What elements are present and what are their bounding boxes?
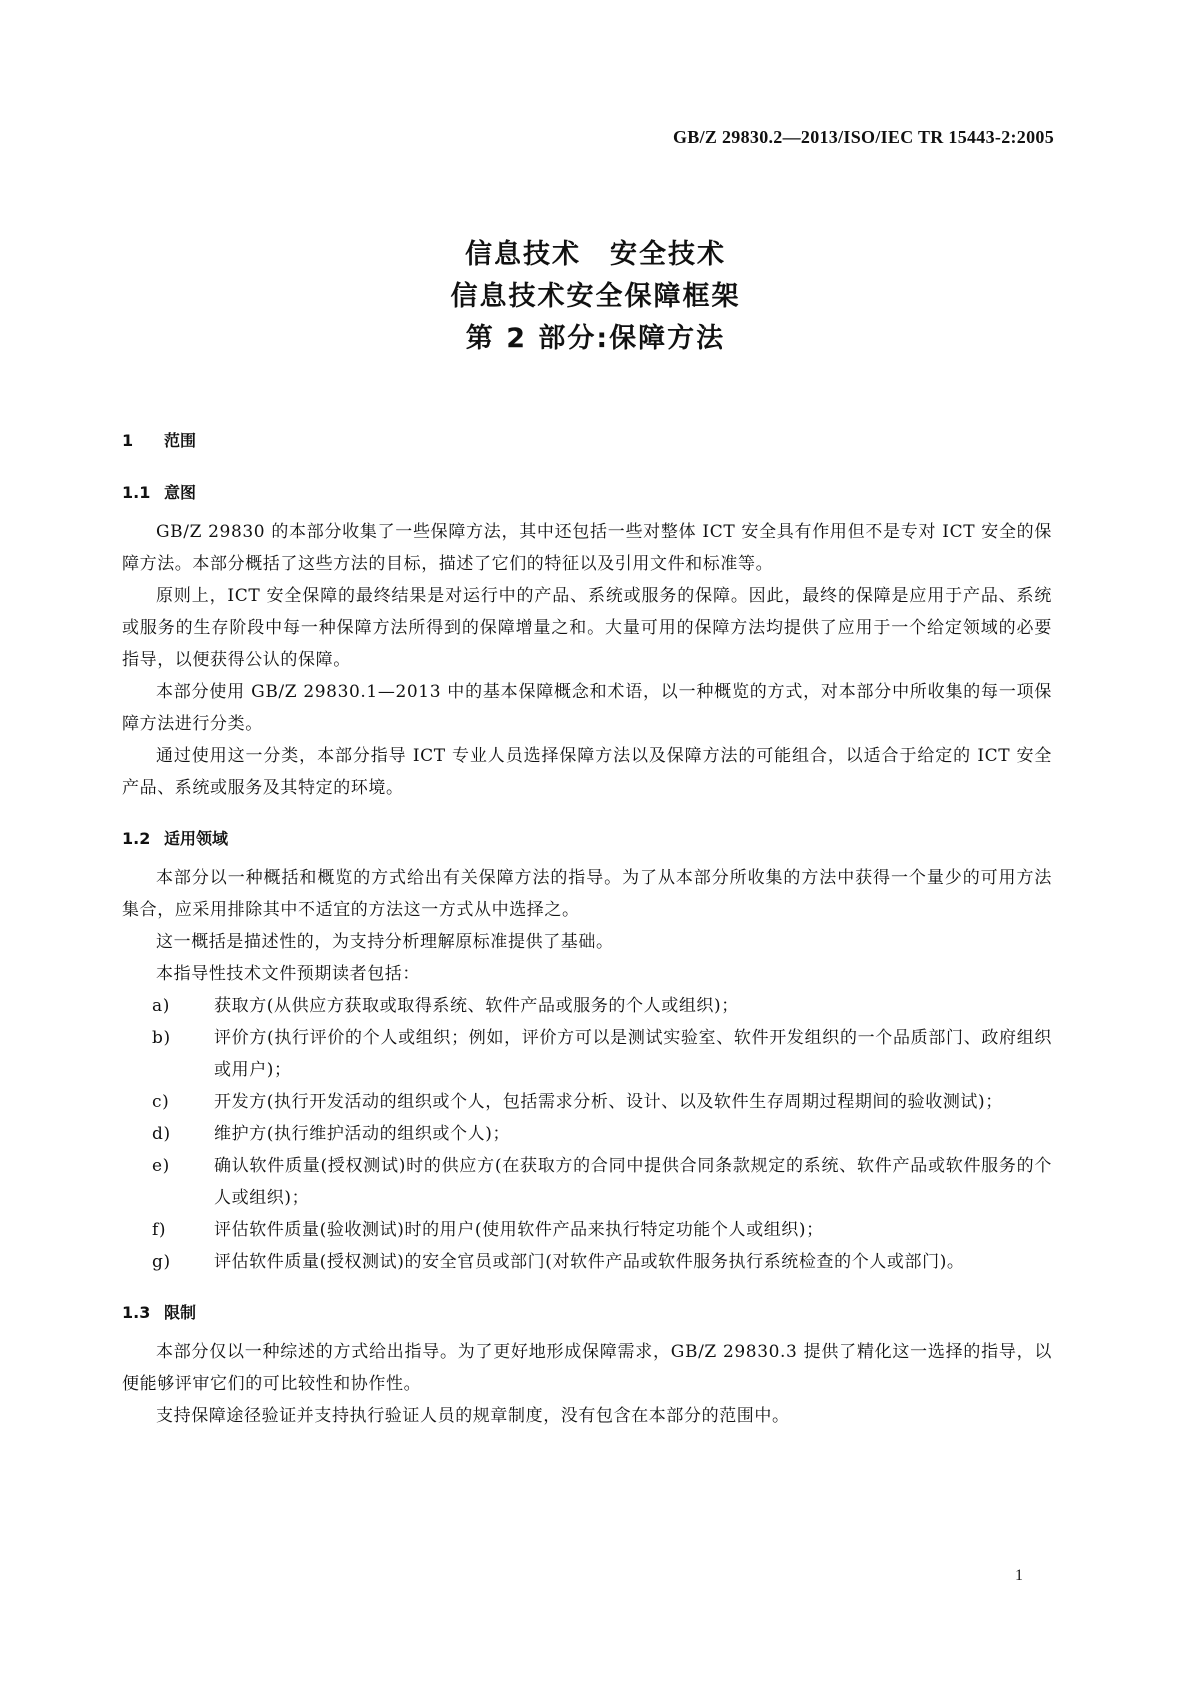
section-1-2 (122, 826, 1052, 1278)
paragraph: GB/Z 29830 的本部分收集了一些保障方法，其中还包括一些对整体 ICT 安全具有作用但不是专对 ICT 安全的保障方法。本部分概括了这些方法的目标，描述了它们的特征以及引用文件和标准等。 (122, 522, 1052, 574)
title-line-1: 信息技术 安全技术 (465, 239, 726, 270)
list-marker: b) (152, 1028, 171, 1048)
paragraph: 本部分使用 GB/Z 29830.1—2013 中的基本保障概念和术语，以一种概览的方式，对本部分中所收集的每一项保障方法进行分类。 (122, 682, 1052, 734)
list-text: 评估软件质量(验收测试)时的用户(使用软件产品来执行特定功能个人或组织)； (214, 1220, 824, 1240)
paragraph: 这一概括是描述性的，为支持分析理解原标准提供了基础。 (156, 932, 614, 952)
list-text: 开发方(执行开发活动的组织或个人，包括需求分析、设计、以及软件生存周期过程期间的验收测试)； (214, 1092, 1003, 1112)
list-item (122, 1086, 1052, 1118)
list-text: 获取方(从供应方获取或取得系统、软件产品或服务的个人或组织)； (214, 996, 739, 1016)
list-marker: d) (152, 1124, 171, 1144)
section-number: 1 (122, 431, 134, 450)
paragraph: 本指导性技术文件预期读者包括： (156, 964, 420, 984)
section-number: 1.1 (122, 483, 151, 502)
section-1-1-heading (122, 480, 1052, 503)
paragraph: 本部分仅以一种综述的方式给出指导。为了更好地形成保障需求，GB/Z 29830.3 提供了精化这一选择的指导，以便能够评审它们的可比较性和协作性。 (122, 1342, 1052, 1394)
list-marker: e) (152, 1156, 170, 1176)
list-item (122, 1214, 1052, 1246)
list-text: 评估软件质量(授权测试)的安全官员或部门(对软件产品或软件服务执行系统检查的个人或部门)。 (214, 1252, 965, 1272)
list-item (122, 1150, 1052, 1214)
section-title: 意图 (164, 483, 197, 502)
list-text: 确认软件质量(授权测试)时的供应方(在获取方的合同中提供合同条款规定的系统、软件产品或软件服务的个人或组织)； (214, 1156, 1052, 1208)
paragraph: 原则上，ICT 安全保障的最终结果是对运行中的产品、系统或服务的保障。因此，最终的保障是应用于产品、系统或服务的生存阶段中每一种保障方法所得到的保障增量之和。大量可用的保障方法均提供了应用于一个给定领域的必要指导，以便获得公认的保障。 (122, 586, 1052, 670)
document-title (0, 234, 1191, 360)
document-body (122, 428, 1052, 1454)
list-item (122, 1022, 1052, 1086)
section-title: 限制 (164, 1303, 197, 1322)
standard-number: GB/Z 29830.2—2013/ISO/IEC TR 15443-2:2005 (672, 127, 1054, 147)
section-1-1 (122, 480, 1052, 804)
list-item (122, 1118, 1052, 1150)
section-title: 适用领域 (164, 829, 229, 848)
section-1-2-heading (122, 826, 1052, 849)
reader-list (122, 990, 1052, 1278)
list-item (122, 990, 1052, 1022)
page-number: 1 (1015, 1567, 1023, 1584)
section-1-3 (122, 1300, 1052, 1432)
list-marker: c) (152, 1092, 170, 1112)
paragraph: 本部分以一种概括和概览的方式给出有关保障方法的指导。为了从本部分所收集的方法中获得一个量少的可用方法集合，应采用排除其中不适宜的方法这一方式从中选择之。 (122, 868, 1052, 920)
title-line-3: 第 2 部分:保障方法 (465, 323, 726, 354)
list-text: 维护方(执行维护活动的组织或个人)； (214, 1124, 511, 1144)
paragraph: 通过使用这一分类，本部分指导 ICT 专业人员选择保障方法以及保障方法的可能组合，以适合于给定的 ICT 安全产品、系统或服务及其特定的环境。 (122, 746, 1052, 798)
section-1-heading (122, 428, 1052, 451)
list-text: 评价方(执行评价的个人或组织；例如，评价方可以是测试实验室、软件开发组织的一个品质部门、政府组织或用户)； (214, 1028, 1052, 1080)
section-1-3-heading (122, 1300, 1052, 1323)
title-line-2: 信息技术安全保障框架 (450, 281, 741, 312)
section-number: 1.2 (122, 829, 151, 848)
list-marker: f) (152, 1220, 167, 1240)
list-marker: g) (152, 1252, 171, 1272)
paragraph: 支持保障途径验证并支持执行验证人员的规章制度，没有包含在本部分的范围中。 (156, 1406, 790, 1426)
list-marker: a) (152, 996, 170, 1016)
section-title: 范围 (164, 431, 197, 450)
list-item (122, 1246, 1052, 1278)
section-number: 1.3 (122, 1303, 151, 1322)
